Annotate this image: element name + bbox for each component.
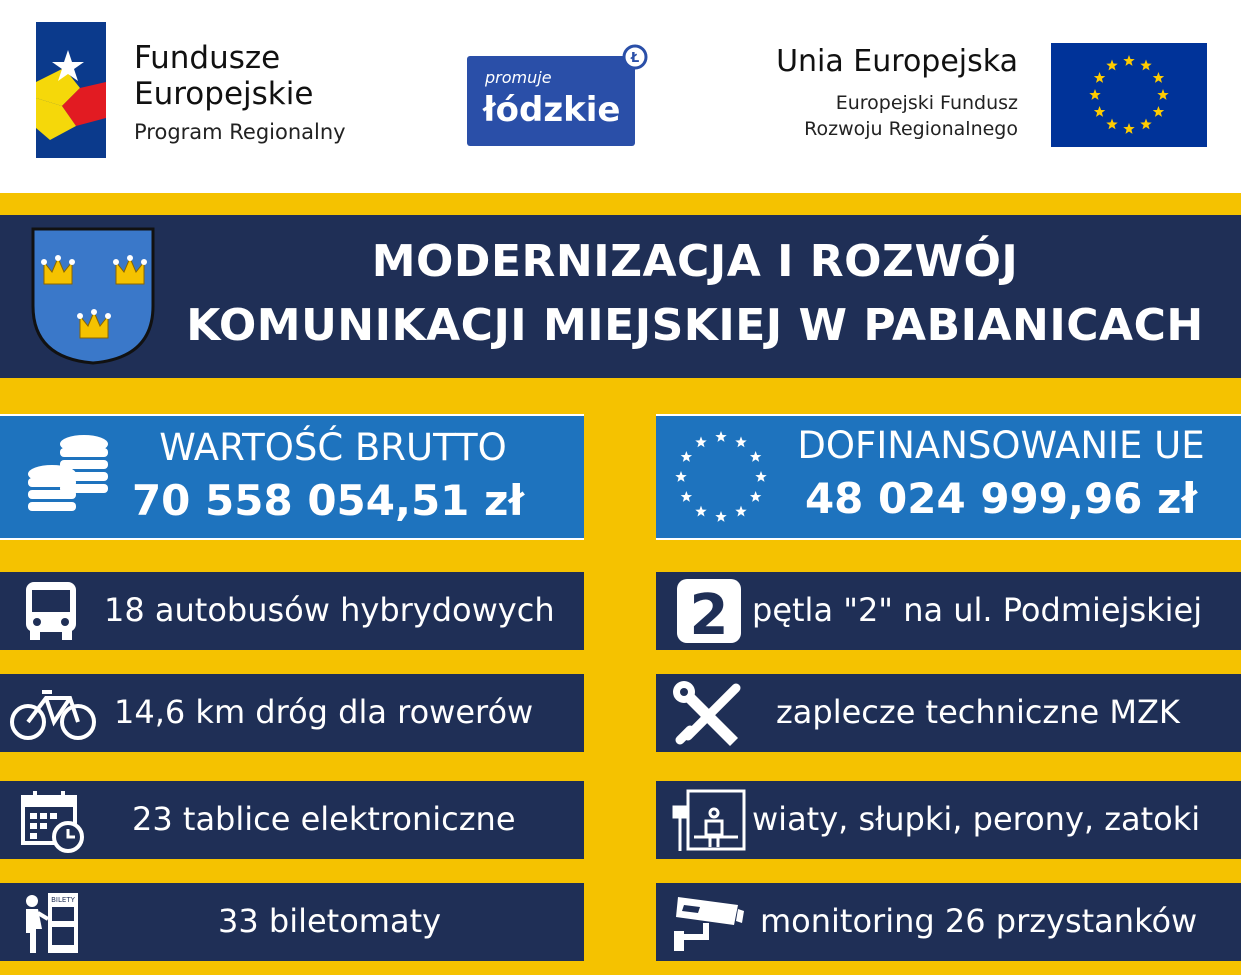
tools-icon bbox=[672, 680, 744, 748]
list-item bbox=[656, 674, 1241, 752]
fe-line2: Europejskie bbox=[134, 76, 314, 112]
banner-line1: MODERNIZACJA I ROZWÓJ bbox=[371, 236, 1019, 287]
ticket-sign: BILETY bbox=[51, 896, 75, 904]
eu-star-icon bbox=[715, 511, 726, 522]
eu-star-icon bbox=[681, 491, 692, 502]
list-item bbox=[0, 883, 584, 961]
number-2-icon bbox=[676, 578, 742, 644]
eu-funding-label: DOFINANSOWANIE UE bbox=[797, 424, 1205, 467]
list-item bbox=[0, 572, 584, 650]
list-item-label: pętla "2" na ul. Podmiejskiej bbox=[752, 591, 1203, 629]
eu-star-icon bbox=[715, 431, 726, 442]
eu-line1: Europejski Fundusz bbox=[835, 92, 1018, 114]
coat-of-arms-icon bbox=[30, 226, 156, 366]
eu-funding-value: 48 024 999,96 zł bbox=[804, 474, 1198, 523]
eu-star-icon bbox=[695, 436, 706, 447]
eu-funding-box bbox=[656, 414, 1241, 540]
list-item-label: 33 biletomaty bbox=[218, 902, 442, 940]
banner-line2: KOMUNIKACJI MIEJSKIEJ W PABIANICACH bbox=[186, 300, 1204, 351]
promo-line1: promuje bbox=[485, 68, 552, 87]
gross-value: 70 558 054,51 zł bbox=[131, 476, 525, 525]
coin-icon bbox=[620, 42, 650, 72]
eu-star-icon bbox=[735, 436, 746, 447]
coins-icon bbox=[26, 432, 112, 522]
promo-line2: łódzkie bbox=[483, 90, 621, 130]
eu-star-icon bbox=[755, 471, 766, 482]
list-item bbox=[656, 781, 1241, 859]
fe-program: Program Regionalny bbox=[134, 120, 346, 144]
gross-value-box bbox=[0, 414, 584, 540]
list-item-label: 14,6 km dróg dla rowerów bbox=[114, 693, 534, 731]
fundusze-europejskie-logo bbox=[36, 22, 106, 158]
promuje-lodzkie-logo bbox=[467, 56, 635, 146]
list-item bbox=[0, 781, 584, 859]
eu-subtitle bbox=[804, 90, 1018, 142]
eu-star-icon bbox=[750, 451, 761, 462]
list-item bbox=[656, 572, 1241, 650]
cctv-camera-icon bbox=[672, 891, 746, 955]
banner-title bbox=[160, 230, 1230, 358]
eu-title: Unia Europejska bbox=[776, 44, 1018, 79]
svg-text:Ł: Ł bbox=[630, 51, 640, 66]
eu-star-icon bbox=[735, 506, 746, 517]
list-item bbox=[0, 674, 584, 752]
list-item-label: 18 autobusów hybrydowych bbox=[104, 591, 555, 629]
fe-line1: Fundusze bbox=[134, 40, 281, 76]
ticket-machine-icon bbox=[20, 889, 84, 955]
eu-stars-icon bbox=[674, 430, 768, 524]
bicycle-icon bbox=[8, 684, 98, 742]
bus-icon bbox=[20, 580, 82, 642]
eu-line2: Rozwoju Regionalnego bbox=[804, 118, 1018, 140]
list-item bbox=[656, 883, 1241, 961]
eu-star-icon bbox=[695, 506, 706, 517]
number-badge: 2 bbox=[689, 583, 729, 644]
fe-title bbox=[134, 40, 313, 112]
eu-star-icon bbox=[750, 491, 761, 502]
eu-flag bbox=[1051, 43, 1207, 147]
list-item-label: monitoring 26 przystanków bbox=[760, 902, 1198, 940]
list-item-label: zaplecze techniczne MZK bbox=[776, 693, 1180, 731]
eu-star-icon bbox=[675, 471, 686, 482]
list-item-label: wiaty, słupki, perony, zatoki bbox=[752, 800, 1201, 838]
eu-star-icon bbox=[681, 451, 692, 462]
calendar-clock-icon bbox=[20, 789, 86, 853]
gross-label: WARTOŚĆ BRUTTO bbox=[159, 426, 507, 469]
list-item-label: 23 tablice elektroniczne bbox=[132, 800, 516, 838]
bus-shelter-icon bbox=[670, 787, 748, 853]
